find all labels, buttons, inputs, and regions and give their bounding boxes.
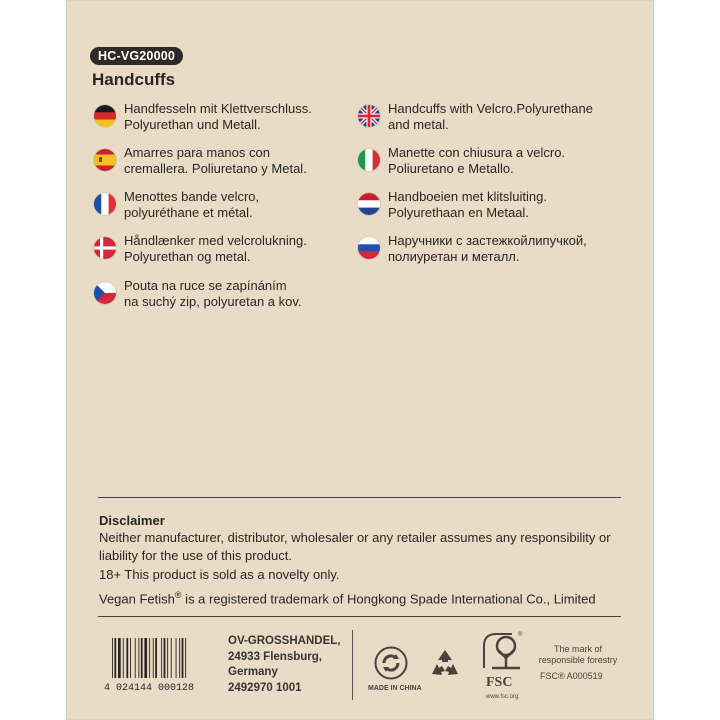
- svg-text:®: ®: [518, 632, 523, 638]
- lang-item-french: [94, 189, 259, 221]
- lang-text-czech: Pouta na ruce se zapínáním na suchý zip, polyuretan a kov.: [124, 278, 302, 309]
- recycle-arrows-icon: [428, 648, 462, 683]
- lang-item-czech: [94, 278, 302, 310]
- lang-item-russian: [358, 233, 587, 265]
- recycle-icon: [374, 646, 408, 685]
- czech-flag-icon: [94, 282, 116, 304]
- product-title: Handcuffs: [92, 70, 176, 89]
- trademark-text: is a registered trademark of Hongkong Spade International Co., Limited: [181, 591, 596, 607]
- address-line-1: OV-GROSSHANDEL,: [228, 635, 341, 647]
- spain-flag-icon: [94, 149, 116, 171]
- barcode-bars: [112, 638, 212, 688]
- made-in-china: MADE IN CHINA: [368, 685, 422, 692]
- netherlands-flag-icon: [358, 193, 380, 215]
- footer-divider: [352, 630, 353, 700]
- lang-item-german: [94, 101, 312, 133]
- divider-bottom: [98, 616, 621, 617]
- trademark-notice: [99, 586, 629, 608]
- model-badge: HC-VG20000: [90, 47, 183, 65]
- lang-item-english: [358, 101, 593, 133]
- lang-text-english: Handcuffs with Velcro.Polyurethane and metal.: [388, 101, 593, 132]
- lang-text-dutch: Handboeien met klitsluiting. Polyurethaan en Metaal.: [388, 189, 547, 220]
- fsc-code: FSC® A000519: [540, 671, 603, 681]
- distributor-address: [228, 634, 340, 696]
- lang-text-french: Menottes bande velcro, polyuréthane et métal.: [124, 189, 260, 220]
- product-label: [66, 0, 654, 720]
- lang-text-italian: Manette con chiusura a velcro. Poliuretano e Metallo.: [388, 145, 566, 176]
- lang-item-dutch: [358, 189, 547, 221]
- registered-symbol: ®: [174, 590, 182, 600]
- lang-text-russian: Наручники с застежкойлипучкой, полиуретан и металл.: [388, 233, 587, 264]
- age-notice: 18+ This product is sold as a novelty only.: [99, 567, 340, 582]
- lang-item-danish: [94, 233, 307, 265]
- divider-top: [98, 497, 621, 498]
- lang-item-italian: [358, 145, 565, 177]
- lang-item-spanish: [94, 145, 307, 177]
- denmark-flag-icon: [94, 237, 116, 259]
- barcode-number: 4 024144 000128: [104, 683, 195, 694]
- uk-flag-icon: [358, 105, 380, 127]
- fsc-tagline: The mark of responsible forestry: [538, 644, 618, 665]
- fsc-website: www.fsc.org: [486, 694, 519, 700]
- germany-flag-icon: [94, 105, 116, 127]
- address-line-2: 24933 Flensburg,: [228, 650, 322, 663]
- lang-text-spanish: Amarres para manos con cremallera. Poliuretano y Metal.: [124, 145, 307, 176]
- lang-text-german: Handfesseln mit Klettverschluss. Polyurethan und Metall.: [124, 101, 312, 132]
- disclaimer-text: Neither manufacturer, distributor, wholesaler or any retailer assumes any responsibility or liability for the use of this product.: [99, 530, 611, 563]
- fsc-tree-icon: [478, 628, 526, 697]
- france-flag-icon: [94, 193, 116, 215]
- brand-name: Vegan Fetish: [99, 591, 175, 607]
- fsc-logo-text: FSC: [486, 675, 513, 690]
- barcode: [100, 630, 216, 700]
- address-line-3: Germany: [228, 666, 278, 678]
- disclaimer-title: Disclaimer: [99, 513, 165, 528]
- italy-flag-icon: [358, 149, 380, 171]
- russia-flag-icon: [358, 237, 380, 259]
- lang-text-danish: Håndlænker med velcrolukning. Polyurethan og metal.: [124, 233, 307, 264]
- address-line-4: 2492970 1001: [228, 681, 302, 694]
